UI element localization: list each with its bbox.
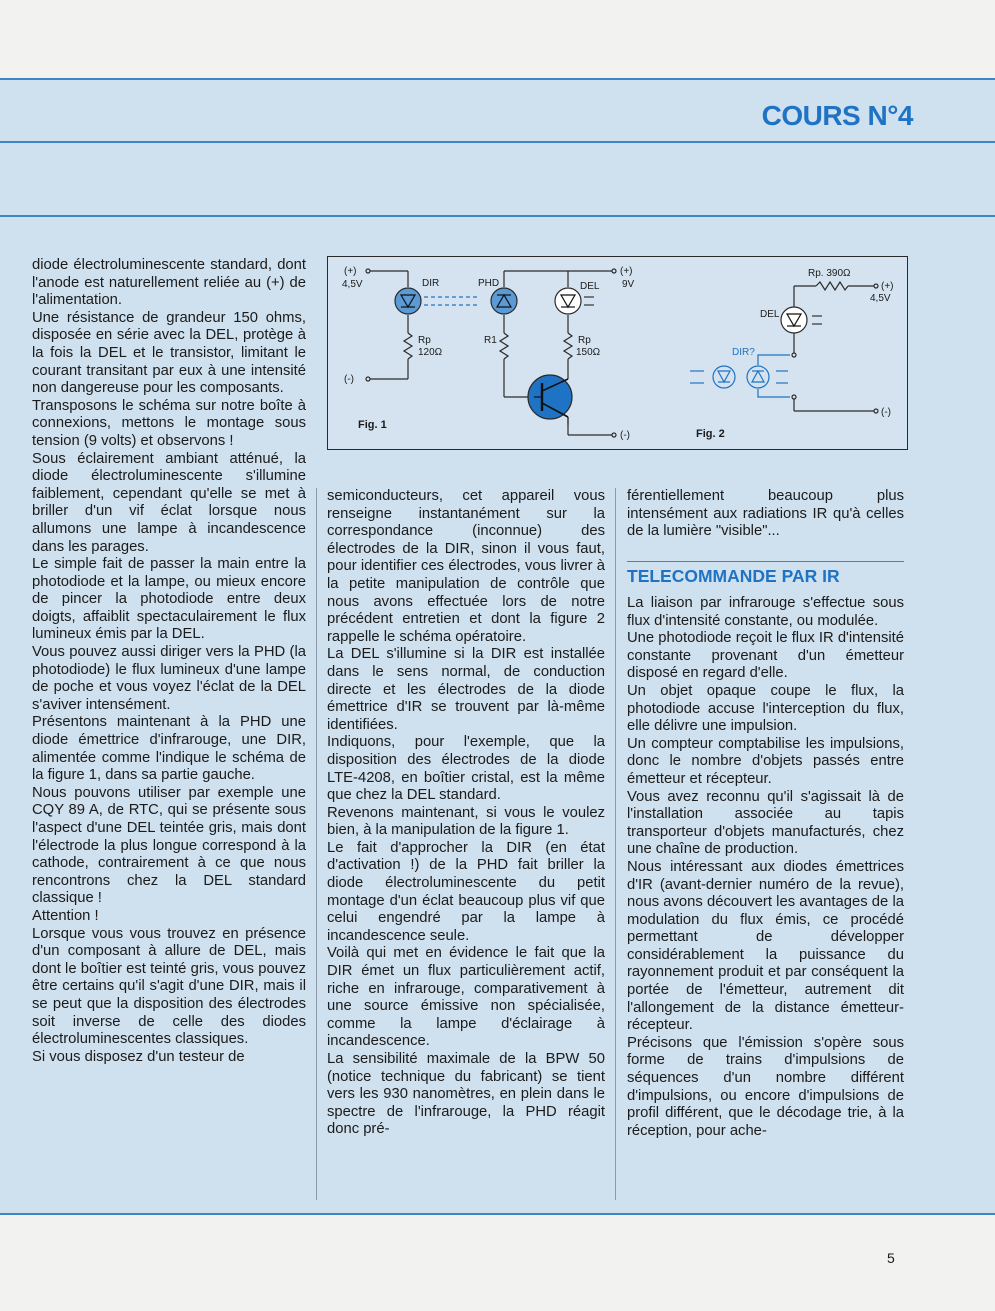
fig2-del-icon: [781, 307, 822, 333]
fig1-left-minus: (-): [344, 374, 354, 385]
transistor-icon: [528, 375, 572, 425]
paragraph: Vous avez reconnu qu'il s'agissait là de l'installation associée au tapis transporteur d'objets manufacturés, chez une chaîne de production.: [627, 788, 904, 858]
paragraph: semiconducteurs, cet appareil vous renseigne instantanément sur la correspondance (inconnue) des électrodes de la DIR, sinon il vous faut, pour identifier ces électrodes, vous livrer à la petite manipulation de contrôle que nous avons effectuée lors de notre précédent entretien et dont la figure 2 rappelle le schéma opératoire.: [327, 488, 605, 645]
paragraph: Le fait d'approcher la DIR (en état d'activation !) de la PHD fait briller la diode électroluminescente du petit montage d'un éclat beaucoup plus vif que celui engendré par la lampe à incandescence seule.: [327, 839, 605, 944]
fig1-rp-right-value: 150Ω: [576, 347, 601, 358]
ir-beam-icon: [424, 297, 480, 305]
fig2-minus: (-): [881, 407, 891, 418]
paragraph: La liaison par infrarouge s'effectue sous flux d'intensité constante, ou modulée.: [627, 595, 904, 629]
paragraph: Revenons maintenant, si vous le voulez bien, à la manipulation de la figure 1.: [327, 804, 605, 839]
paragraph: Un objet opaque coupe le flux, la photodiode accuse l'interception du flux, elle délivre une impulsion.: [627, 682, 904, 735]
text-column-3: [627, 595, 904, 1140]
fig2-dir-pair-icon: [690, 355, 790, 397]
fig2-plus: (+): [881, 281, 894, 292]
paragraph: férentiellement beaucoup plus intensément aux radiations IR qu'à celles de la lumière "visible"...: [627, 488, 904, 540]
paragraph: Transposons le schéma sur notre boîte à connexions, mettons le montage sous tension (9 volts) et observons !: [32, 397, 306, 449]
paragraph: Nous pouvons utiliser par exemple une CQY 89 A, de RTC, qui se présente sous l'aspect d'une DEL teintée gris, mais dont l'électrode la plus longue correspond à la cathode, contrairement à ce que nous rencontrons chez la DEL standard classique !: [32, 784, 306, 907]
fig1-rp-left: Rp: [418, 335, 431, 346]
paragraph: Présentons maintenant à la PHD une diode émettrice d'infrarouge, une DIR, alimentée comme l'indique le schéma de la figure 1, dans sa partie gauche.: [32, 714, 306, 784]
paragraph: Une résistance de grandeur 150 ohms, disposée en série avec la DEL, protège à la fois la DEL et le transistor, limitant le courant transitant par eux à une intensité non dangereuse pour les composants.: [32, 309, 306, 397]
text-column-3-intro: [627, 488, 904, 541]
fig1-right-minus: (-): [620, 430, 630, 441]
fig2-del-label: DEL: [760, 309, 780, 320]
fig1-right-voltage: 9V: [622, 279, 635, 290]
text-column-2: [327, 488, 605, 1139]
fig1-rp-right: Rp: [578, 335, 591, 346]
fig1-phd-label: PHD: [478, 278, 500, 289]
page-title: COURS N°4: [761, 100, 913, 131]
paragraph: Le simple fait de passer la main entre la photodiode et la lampe, ou mieux encore de pincer la photodiode entre deux doigts, affaiblit spectaculairement le flux lumineux émis par la DEL.: [32, 556, 306, 643]
fig1-right-plus: (+): [620, 266, 633, 277]
paragraph: Indiquons, pour l'exemple, que la disposition des électrodes de la diode LTE-4208, en boîtier cristal, est la même que chez la DEL standard.: [327, 734, 605, 804]
fig1-rp-left-value: 120Ω: [418, 347, 443, 358]
text-column-1: [32, 257, 306, 1066]
header-band: [0, 78, 995, 218]
fig1-left-voltage: 4,5V: [342, 279, 363, 290]
paragraph: Lorsque vous vous trouvez en présence d'un composant à allure de DEL, mais dont le boîtier est teinté gris, vous pouvez être certains qu'il s'agit d'une DIR, mais il se peut que la disposition des électrodes soit inverse de celle des diodes électroluminescentes classiques.: [32, 925, 306, 1048]
paragraph: Précisons que l'émission s'opère sous forme de trains d'impulsions de séquences d'un nombre différent d'impulsions, ou encore d'impulsions de profil différent, que le décodage trie, à la réception, pour ache-: [627, 1034, 904, 1139]
section-heading: TELECOMMANDE PAR IR: [627, 561, 904, 587]
paragraph: La DEL s'illumine si la DIR est installée dans le sens normal, de conduction directe et les électrodes de la diode émettrice d'IR se trouvent par là-même identifiées.: [327, 646, 605, 733]
phd-diode-icon: [491, 288, 517, 314]
paragraph: Si vous disposez d'un testeur de: [32, 1048, 245, 1065]
paragraph: Voilà qui met en évidence le fait que la DIR émet un flux particulièrement actif, riche en infrarouge, comparativement à une source émissive non spécialisée, comme la lampe d'éclairage à incandescence.: [327, 945, 605, 1050]
page-number: 5: [887, 1250, 895, 1266]
dir-diode-icon: [395, 288, 421, 314]
fig1-left-plus: (+): [344, 266, 357, 277]
fig2-dir-label: DIR?: [732, 347, 755, 358]
column-divider: [615, 488, 616, 1200]
fig1-dir-label: DIR: [422, 278, 440, 289]
fig2-rp-label: Rp. 390Ω: [808, 268, 851, 279]
fig1-del-label: DEL: [580, 281, 600, 292]
figure-panel: [327, 256, 908, 450]
fig2-caption: Fig. 2: [696, 428, 725, 440]
paragraph: Un compteur comptabilise les impulsions, donc le nombre d'objets passés entre émetteur et récepteur.: [627, 735, 904, 787]
paragraph: Vous pouvez aussi diriger vers la PHD (la photodiode) le flux lumineux d'une lampe de poche et vous voyez l'éclat de la DEL s'aviver intensément.: [32, 644, 306, 713]
fig2-voltage: 4,5V: [870, 293, 891, 304]
paragraph: Attention !: [32, 907, 99, 924]
paragraph: La sensibilité maximale de la BPW 50 (notice technique du fabricant) se tient vers les 930 nanomètres, en plein dans le spectre de l'infrarouge, la PHD réagit donc pré-: [327, 1051, 605, 1138]
paragraph: Sous éclairement ambiant atténué, la diode électroluminescente s'illumine faiblement, cependant qu'elle se met à briller d'un vif éclat lorsque nous allumons une lampe à incandescence dans les parages.: [32, 450, 306, 555]
circuit-diagrams: [328, 257, 907, 449]
paragraph: Nous intéressant aux diodes émettrices d'IR (avant-dernier numéro de la revue), nous avons découvert les avantages de la modulation du flux émis, ce procédé permettant de développer considérablement la puissance du rayonnement produit et par conséquent la portée de l'émetteur, autrement dit l'allongement de la distance émetteur-récepteur.: [627, 858, 904, 1034]
header-rule: [0, 141, 995, 143]
column-divider: [316, 488, 317, 1200]
paragraph: diode électroluminescente standard, dont l'anode est naturellement reliée au (+) de l'alimentation.: [32, 257, 306, 309]
fig1-caption: Fig. 1: [358, 419, 387, 431]
paragraph: Une photodiode reçoit le flux IR d'intensité constante provenant d'un émetteur disposé en regard d'elle.: [627, 630, 904, 682]
fig1-r1-label: R1: [484, 335, 497, 346]
